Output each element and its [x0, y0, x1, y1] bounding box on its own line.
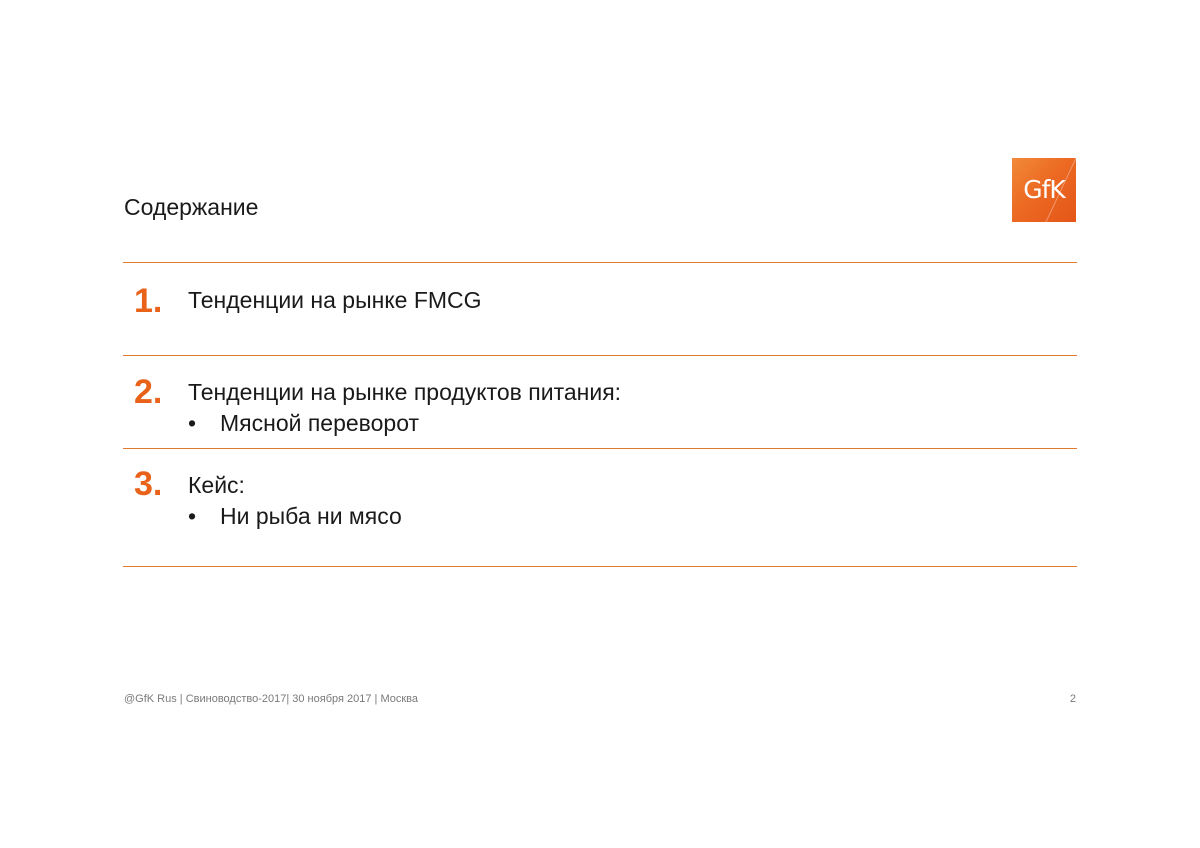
divider — [123, 355, 1077, 356]
item-number: 2. — [134, 373, 163, 411]
item-text: Тенденции на рынке FMCG — [188, 287, 482, 313]
page-title: Содержание — [124, 194, 259, 220]
divider-top — [123, 262, 1077, 263]
footer-text: @GfK Rus | Свиноводство-2017| 30 ноября 2017 | Москва — [124, 693, 419, 705]
divider-bottom — [123, 566, 1077, 567]
item-number: 3. — [134, 465, 163, 503]
logo-text: GfK — [1023, 175, 1065, 204]
divider — [123, 448, 1077, 449]
page-number: 2 — [1069, 693, 1076, 705]
bullet-symbol: • — [188, 410, 197, 436]
bullet-text: Ни рыба ни мясо — [220, 503, 402, 529]
bullet-symbol: • — [188, 503, 197, 529]
item-text: Кейс: — [188, 472, 245, 498]
item-text: Тенденции на рынке продуктов питания: — [188, 379, 622, 405]
bullet-text: Мясной переворот — [220, 410, 420, 436]
item-number: 1. — [134, 282, 163, 320]
gfk-logo — [1012, 158, 1076, 222]
